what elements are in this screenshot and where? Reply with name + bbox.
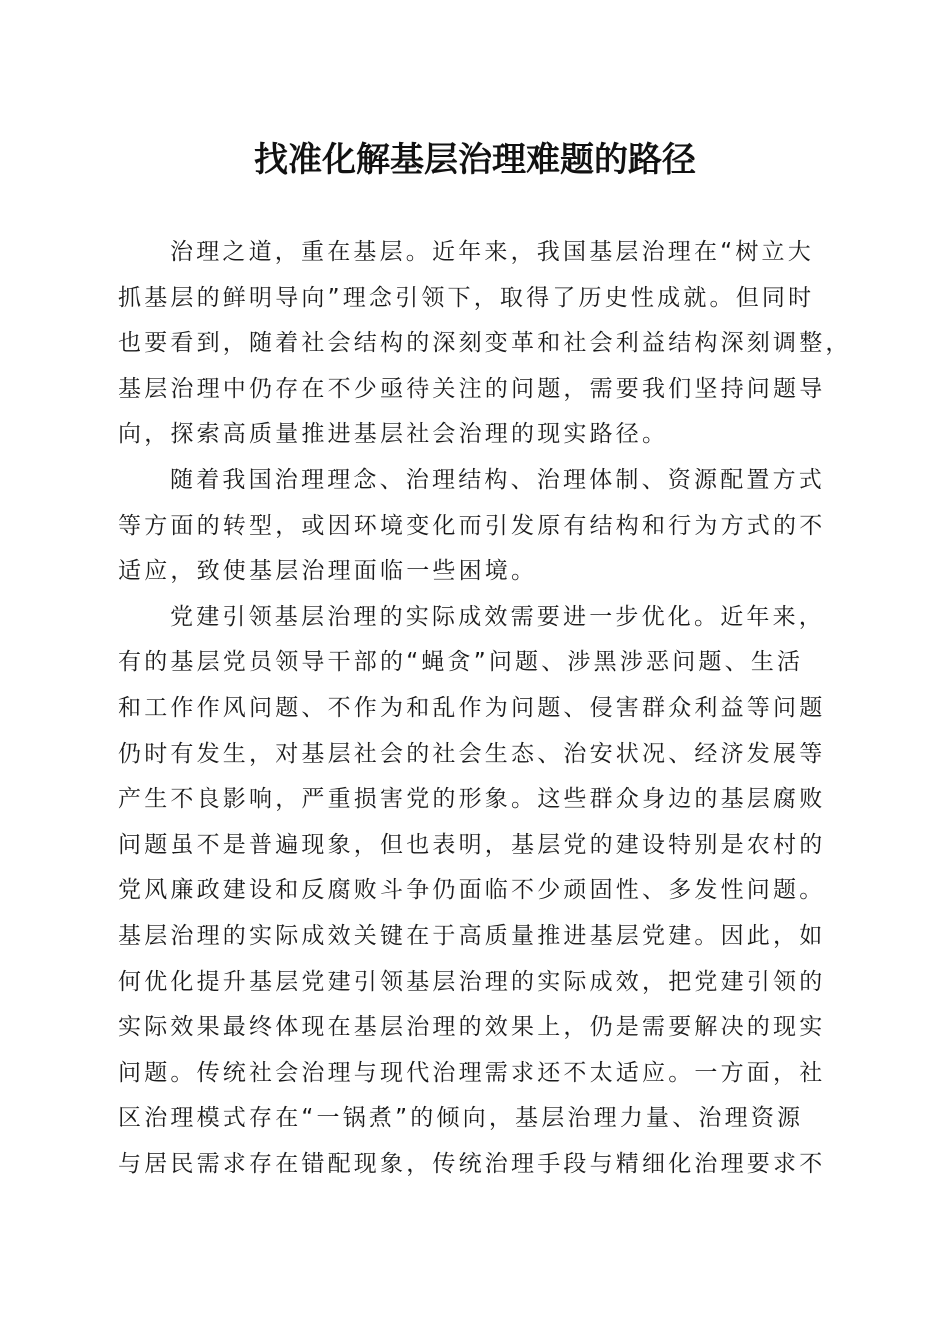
text-line: 等方面的转型，或因环境变化而引发原有结构和行为方式的不: [118, 512, 826, 539]
page-title: 找准化解基层治理难题的路径: [254, 140, 696, 180]
text-line: 向，探索高质量推进基层社会治理的现实路径。: [118, 421, 669, 448]
text-line: 党风廉政建设和反腐败斗争仍面临不少顽固性、多发性问题。: [118, 877, 826, 904]
text-line: 与居民需求存在错配现象，传统治理手段与精细化治理要求不: [118, 1150, 826, 1177]
text-line: 仍时有发生，对基层社会的社会生态、治安状况、经济发展等: [118, 740, 826, 767]
text-line: 党建引领基层治理的实际成效需要进一步优化。近年来，: [170, 603, 825, 630]
text-line: 产生不良影响，严重损害党的形象。这些群众身边的基层腐败: [118, 786, 826, 813]
text-line: 实际效果最终体现在基层治理的效果上，仍是需要解决的现实: [118, 1014, 826, 1041]
text-line: 适应，致使基层治理面临一些困境。: [118, 558, 538, 585]
text-line: 抓基层的鲜明导向”理念引领下，取得了历史性成就。但同时: [118, 284, 815, 311]
text-line: 问题虽不是普遍现象，但也表明，基层党的建设特别是农村的: [118, 831, 826, 858]
text-line: 有的基层党员领导干部的“蝇贪”问题、涉黑涉恶问题、生活: [118, 649, 804, 676]
text-line: 基层治理中仍存在不少亟待关注的问题，需要我们坚持问题导: [118, 375, 826, 402]
text-line: 治理之道，重在基层。近年来，我国基层治理在“树立大: [170, 239, 814, 265]
text-line: 基层治理的实际成效关键在于高质量推进基层党建。因此，如: [118, 922, 826, 949]
text-line: 区治理模式存在“一锅煮”的倾向，基层治理力量、治理资源: [118, 1105, 804, 1132]
text-line: 何优化提升基层党建引领基层治理的实际成效，把党建引领的: [118, 968, 826, 995]
text-line: 问题。传统社会治理与现代治理需求还不太适应。一方面，社: [118, 1059, 826, 1086]
text-line: 也要看到，随着社会结构的深刻变革和社会利益结构深刻调整，: [118, 330, 852, 357]
text-line: 随着我国治理理念、治理结构、治理体制、资源配置方式: [170, 466, 825, 493]
body-text: [118, 230, 852, 1187]
text-line: 和工作作风问题、不作为和乱作为问题、侵害群众利益等问题: [118, 694, 826, 721]
